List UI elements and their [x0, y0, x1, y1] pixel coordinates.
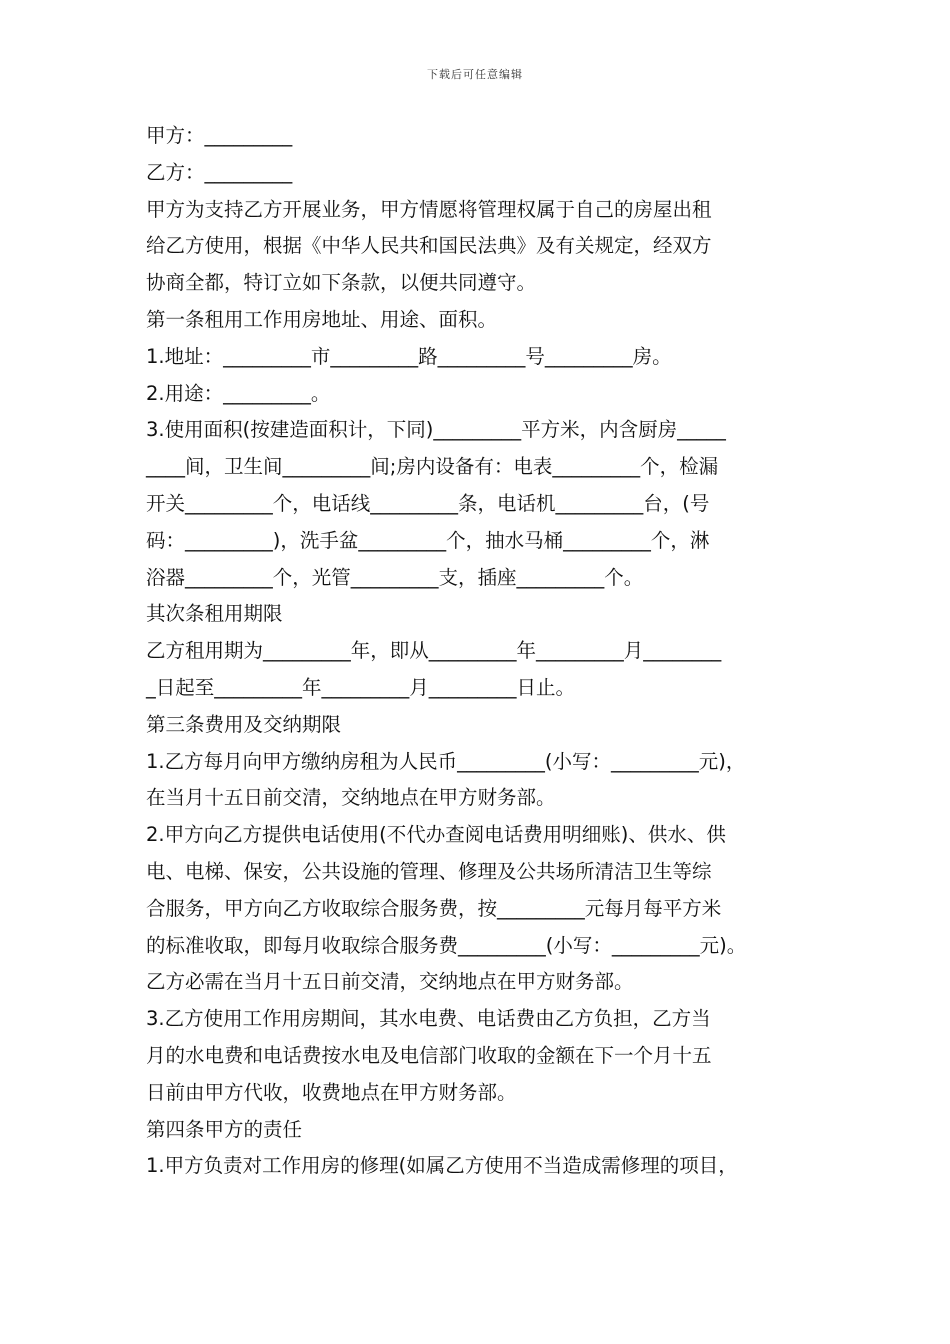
- clause-line: 码：_________)，洗手盆_________个，抽水马桶_________个，淋: [146, 528, 710, 552]
- preamble-line: 甲方为支持乙方开展业务，甲方情愿将管理权属于自己的房屋出租: [146, 197, 712, 221]
- clause-line: 浴器_________个，光管_________支，插座_________个。: [146, 565, 644, 589]
- contract-body: [146, 118, 816, 1185]
- clause-line: 3.使用面积(按建造面积计，下同)_________平方米，内含厨房_____: [146, 418, 726, 442]
- clause-line: 乙方租用期为_________年，即从_________年_________月________: [146, 639, 722, 663]
- clause-line: 2.甲方向乙方提供电话使用(不代办查阅电话费用明细账)、供水、供: [146, 823, 726, 847]
- clause-line: 1.甲方负责对工作用房的修理(如属乙方使用不当造成需修理的项目，: [146, 1154, 738, 1178]
- preamble-line: 协商全都，特订立如下条款，以便共同遵守。: [146, 271, 537, 295]
- article-heading: 第三条费用及交纳期限: [146, 712, 342, 736]
- clause-line: 的标准收取，即每月收取综合服务费_________(小写：_________元)。: [146, 933, 747, 957]
- article-heading: 第四条甲方的责任: [146, 1117, 303, 1141]
- clause-line: 在当月十五日前交清，交纳地点在甲方财务部。: [146, 786, 556, 810]
- party-a-line: 甲方：_________: [146, 124, 293, 147]
- clause-line: ____间，卫生间_________间;房内设备有：电表_________个，检漏: [146, 455, 719, 479]
- clause-line: 乙方必需在当月十五日前交清，交纳地点在甲方财务部。: [146, 970, 634, 994]
- preamble-line: 给乙方使用，根据《中华人民共和国民法典》及有关规定，经双方: [146, 234, 712, 258]
- clause-line: 日前由甲方代收，收费地点在甲方财务部。: [146, 1080, 517, 1104]
- clause-line: 2.用途：_________。: [146, 381, 331, 405]
- clause-line: 电、电梯、保安，公共设施的管理、修理及公共场所清洁卫生等综: [146, 859, 712, 883]
- clause-line: 3.乙方使用工作用房期间，其水电费、电话费由乙方负担，乙方当: [146, 1007, 711, 1031]
- clause-line: 合服务，甲方向乙方收取综合服务费，按_________元每月每平方米: [146, 896, 722, 920]
- party-b-line: 乙方：_________: [146, 160, 293, 184]
- page-header: 下载后可任意编辑: [427, 68, 523, 81]
- article-heading: 其次条租用期限: [146, 602, 283, 626]
- article-heading: 第一条租用工作用房地址、用途、面积。: [146, 307, 498, 331]
- clause-line: 1.地址：_________市_________路_________号_________房。: [146, 344, 672, 368]
- clause-line: 开关_________个，电话线_________条，电话机_________台，(号: [146, 491, 710, 515]
- clause-line: _日起至_________年_________月_________日止。: [146, 675, 576, 699]
- clause-line: 1.乙方每月向甲方缴纳房租为人民币_________(小写：_________元)，: [146, 749, 746, 773]
- clause-line: 月的水电费和电话费按水电及电信部门收取的金额在下一个月十五: [146, 1043, 712, 1067]
